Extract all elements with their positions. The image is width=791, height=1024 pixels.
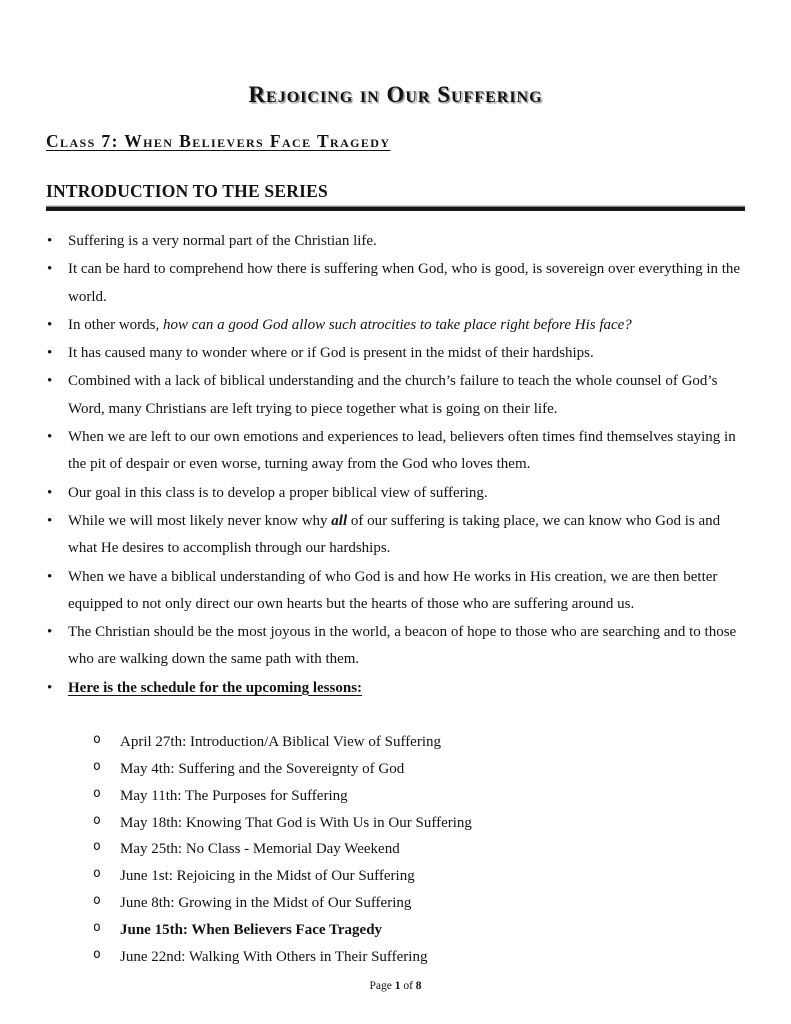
schedule-item-text: April 27th: Introduction/A Biblical View of Suffering — [120, 734, 442, 751]
bullet-item — [46, 256, 745, 311]
bullet-item — [46, 480, 745, 507]
text-segment: When we have a biblical understanding of who God is and how He works in His creation, we are then better equipped to not only direct our own hearts but the hearts of those who are suffering around us. — [68, 568, 718, 612]
schedule-item-text: May 11th: The Purposes for Suffering — [120, 787, 348, 804]
bullet-item — [46, 675, 745, 702]
schedule-item-text: May 4th: Suffering and the Sovereignty of God — [120, 760, 405, 777]
page-footer — [0, 980, 791, 992]
text-segment: When we are left to our own emotions and experiences to lead, believers often times find themselves staying in the pit of despair or even worse, turning away from the God who loves them. — [68, 429, 736, 473]
schedule-item-text: May 25th: No Class - Memorial Day Weekend — [120, 841, 400, 858]
text-segment: Suffering is a very normal part of the Christian life. — [68, 233, 377, 249]
footer-word-page: Page — [369, 980, 392, 992]
schedule-item-text: May 18th: Knowing That God is With Us in Our Suffering — [120, 814, 472, 831]
schedule-item-text: June 8th: Growing in the Midst of Our Suffering — [120, 895, 412, 912]
bullet-item — [46, 424, 745, 479]
intro-bullet-list — [46, 228, 745, 702]
text-segment: Combined with a lack of biblical understanding and the church’s failure to teach the whole counsel of God’s Word, many Christians are left trying to piece together what is going on their life. — [68, 373, 718, 417]
schedule-item — [93, 756, 745, 783]
schedule-item — [93, 917, 745, 944]
text-segment: all — [331, 512, 348, 529]
bullet-item — [46, 508, 745, 563]
footer-total-pages: 8 — [415, 980, 422, 992]
document-subtitle: Class 7: When Believers Face Tragedy — [46, 131, 391, 151]
schedule-list — [93, 729, 745, 971]
text-segment: Here is the schedule for the upcoming lessons: — [68, 679, 363, 696]
schedule-item — [93, 890, 745, 917]
bullet-item — [46, 340, 745, 367]
schedule-item — [93, 729, 745, 756]
schedule-item — [93, 944, 745, 971]
bullet-item — [46, 228, 745, 255]
bullet-item — [46, 619, 745, 674]
bullet-item — [46, 312, 745, 339]
section-heading: INTRODUCTION TO THE SERIES — [46, 181, 328, 201]
text-segment: of our suffering is taking place, we can know who God is and what He desires to accomplish through our hardships. — [68, 512, 721, 557]
text-segment: It can be hard to comprehend how there is suffering when God, who is good, is sovereign over everything in the world. — [68, 261, 741, 305]
footer-page-number: 1 — [394, 980, 401, 992]
document-title: Rejoicing in Our Suffering — [248, 82, 543, 107]
schedule-item-text: June 15th: When Believers Face Tragedy — [120, 921, 383, 938]
footer-word-of: of — [403, 980, 413, 992]
section-heading-rule — [46, 205, 745, 211]
bullet-item — [46, 368, 745, 423]
schedule-item-text: June 22nd: Walking With Others in Their Suffering — [120, 948, 428, 965]
schedule-item-text: June 1st: Rejoicing in the Midst of Our Suffering — [120, 868, 415, 885]
schedule-item — [93, 810, 745, 837]
text-segment: Our goal in this class is to develop a proper biblical view of suffering. — [68, 484, 488, 501]
schedule-item — [93, 783, 745, 810]
text-segment: The Christian should be the most joyous in the world, a beacon of hope to those who are searching and to those who are walking down the same path with them. — [68, 624, 737, 668]
text-segment: It has caused many to wonder where or if God is present in the midst of their hardships. — [68, 345, 594, 362]
bullet-item — [46, 564, 745, 619]
text-segment: While we will most likely never know why — [68, 512, 332, 529]
text-segment: how can a good God allow such atrocities to take place right before His face? — [162, 316, 632, 333]
schedule-item — [93, 863, 745, 890]
schedule-item — [93, 836, 745, 863]
text-segment: In other words, — [68, 316, 163, 333]
